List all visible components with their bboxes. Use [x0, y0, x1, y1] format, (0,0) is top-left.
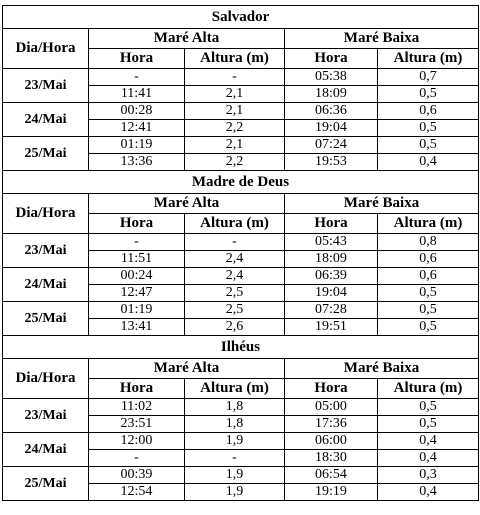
- low-tide-hour: 06:36: [285, 103, 378, 120]
- table-row: [3, 302, 479, 319]
- high-tide-hour: 11:02: [89, 399, 185, 416]
- high-hour-header: Hora: [89, 214, 185, 234]
- location-title-row: [3, 336, 479, 359]
- high-tide-height: 2,1: [185, 103, 285, 120]
- location-title-row: [3, 171, 479, 194]
- high-tide-height: 2,1: [185, 137, 285, 154]
- high-tide-hour: 12:41: [89, 120, 185, 137]
- group-header-row: [3, 194, 479, 214]
- high-tide-hour: 23:51: [89, 416, 185, 433]
- low-tide-hour: 19:19: [285, 484, 378, 501]
- table-row: [3, 399, 479, 416]
- low-tide-height: 0,4: [378, 433, 479, 450]
- low-hour-header: Hora: [285, 49, 378, 69]
- high-tide-height: 2,5: [185, 285, 285, 302]
- high-hour-header: Hora: [89, 379, 185, 399]
- low-tide-hour: 18:09: [285, 251, 378, 268]
- table-row: [3, 137, 479, 154]
- date-cell: 23/Mai: [3, 234, 89, 268]
- high-tide-height: 2,4: [185, 251, 285, 268]
- low-tide-hour: 19:04: [285, 285, 378, 302]
- low-tide-height: 0,6: [378, 268, 479, 285]
- low-tide-hour: 06:39: [285, 268, 378, 285]
- low-tide-hour: 06:00: [285, 433, 378, 450]
- low-tide-height: 0,5: [378, 416, 479, 433]
- high-tide-height: 1,9: [185, 467, 285, 484]
- high-tide-hour: -: [89, 234, 185, 251]
- low-tide-height: 0,3: [378, 467, 479, 484]
- low-height-header: Altura (m): [378, 49, 479, 69]
- table-row: [3, 268, 479, 285]
- low-tide-height: 0,6: [378, 103, 479, 120]
- high-tide-height: 2,2: [185, 120, 285, 137]
- high-hour-header: Hora: [89, 49, 185, 69]
- low-hour-header: Hora: [285, 379, 378, 399]
- high-tide-height: 1,9: [185, 433, 285, 450]
- location-title-row: [3, 6, 479, 29]
- high-tide-hour: 13:36: [89, 154, 185, 171]
- tide-table: [2, 5, 479, 501]
- date-cell: 23/Mai: [3, 69, 89, 103]
- group-header-row: [3, 359, 479, 379]
- location-name: Salvador: [3, 6, 479, 29]
- low-tide-height: 0,8: [378, 234, 479, 251]
- low-tide-hour: 17:36: [285, 416, 378, 433]
- high-tide-hour: 12:54: [89, 484, 185, 501]
- low-tide-hour: 18:09: [285, 86, 378, 103]
- low-tide-height: 0,5: [378, 319, 479, 336]
- high-tide-hour: 00:24: [89, 268, 185, 285]
- low-tide-hour: 19:51: [285, 319, 378, 336]
- low-tide-hour: 05:00: [285, 399, 378, 416]
- group-header-row: [3, 29, 479, 49]
- low-tide-hour: 07:24: [285, 137, 378, 154]
- tide-table-container: [2, 5, 478, 501]
- high-tide-height: 2,2: [185, 154, 285, 171]
- high-tide-hour: 00:39: [89, 467, 185, 484]
- high-tide-height: 2,6: [185, 319, 285, 336]
- low-tide-height: 0,5: [378, 86, 479, 103]
- table-row: [3, 103, 479, 120]
- high-height-header: Altura (m): [185, 214, 285, 234]
- date-cell: 24/Mai: [3, 268, 89, 302]
- date-cell: 25/Mai: [3, 467, 89, 501]
- low-tide-hour: 05:38: [285, 69, 378, 86]
- location-name: Madre de Deus: [3, 171, 479, 194]
- low-height-header: Altura (m): [378, 379, 479, 399]
- low-tide-hour: 19:04: [285, 120, 378, 137]
- low-tide-height: 0,5: [378, 302, 479, 319]
- day-hour-header: Dia/Hora: [3, 194, 89, 234]
- high-tide-height: -: [185, 234, 285, 251]
- high-tide-hour: 11:51: [89, 251, 185, 268]
- high-tide-hour: 01:19: [89, 137, 185, 154]
- low-tide-hour: 07:28: [285, 302, 378, 319]
- low-tide-hour: 06:54: [285, 467, 378, 484]
- high-tide-hour: 12:00: [89, 433, 185, 450]
- table-row: [3, 433, 479, 450]
- low-tide-height: 0,6: [378, 251, 479, 268]
- low-tide-height: 0,4: [378, 154, 479, 171]
- location-name: Ilhéus: [3, 336, 479, 359]
- low-tide-hour: 18:30: [285, 450, 378, 467]
- low-tide-header: Maré Baixa: [285, 194, 479, 214]
- high-height-header: Altura (m): [185, 379, 285, 399]
- low-tide-height: 0,4: [378, 450, 479, 467]
- low-tide-height: 0,5: [378, 399, 479, 416]
- low-tide-hour: 05:43: [285, 234, 378, 251]
- high-tide-hour: 11:41: [89, 86, 185, 103]
- tide-table-body: [3, 6, 479, 501]
- high-height-header: Altura (m): [185, 49, 285, 69]
- high-tide-height: 1,9: [185, 484, 285, 501]
- low-tide-header: Maré Baixa: [285, 29, 479, 49]
- high-tide-hour: -: [89, 69, 185, 86]
- low-height-header: Altura (m): [378, 214, 479, 234]
- low-tide-height: 0,5: [378, 285, 479, 302]
- table-row: [3, 234, 479, 251]
- high-tide-header: Maré Alta: [89, 29, 285, 49]
- high-tide-height: 2,4: [185, 268, 285, 285]
- date-cell: 24/Mai: [3, 103, 89, 137]
- low-hour-header: Hora: [285, 214, 378, 234]
- high-tide-height: 1,8: [185, 399, 285, 416]
- high-tide-height: -: [185, 69, 285, 86]
- low-tide-height: 0,5: [378, 120, 479, 137]
- low-tide-height: 0,7: [378, 69, 479, 86]
- high-tide-header: Maré Alta: [89, 359, 285, 379]
- high-tide-header: Maré Alta: [89, 194, 285, 214]
- date-cell: 23/Mai: [3, 399, 89, 433]
- high-tide-height: 2,1: [185, 86, 285, 103]
- day-hour-header: Dia/Hora: [3, 359, 89, 399]
- low-tide-height: 0,4: [378, 484, 479, 501]
- high-tide-height: 1,8: [185, 416, 285, 433]
- high-tide-hour: -: [89, 450, 185, 467]
- high-tide-height: -: [185, 450, 285, 467]
- high-tide-hour: 12:47: [89, 285, 185, 302]
- low-tide-height: 0,5: [378, 137, 479, 154]
- table-row: [3, 467, 479, 484]
- high-tide-hour: 13:41: [89, 319, 185, 336]
- high-tide-hour: 00:28: [89, 103, 185, 120]
- date-cell: 25/Mai: [3, 137, 89, 171]
- date-cell: 24/Mai: [3, 433, 89, 467]
- table-row: [3, 69, 479, 86]
- low-tide-hour: 19:53: [285, 154, 378, 171]
- date-cell: 25/Mai: [3, 302, 89, 336]
- high-tide-hour: 01:19: [89, 302, 185, 319]
- low-tide-header: Maré Baixa: [285, 359, 479, 379]
- high-tide-height: 2,5: [185, 302, 285, 319]
- day-hour-header: Dia/Hora: [3, 29, 89, 69]
